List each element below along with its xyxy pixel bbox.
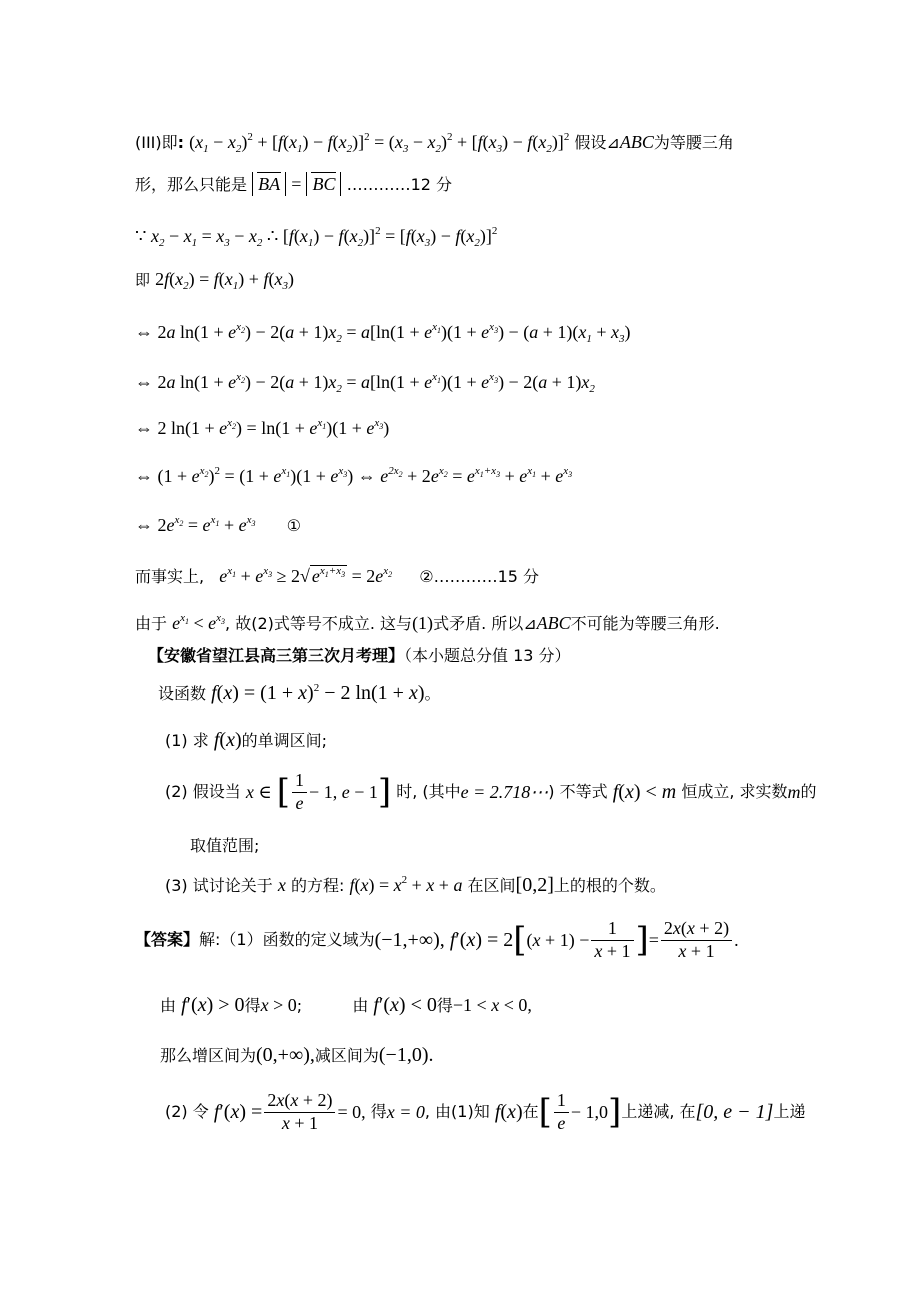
by-2: 由	[352, 996, 369, 1015]
sec3-equation: $(x_1 - x_2)^2 + [f(x_1) - f(x_2)]^2 = (x_3 - x_2)^2 + [f(x_3) - f(x_2)]^2$	[189, 131, 570, 155]
answer-line-4: (2) 令 f′(x) = $\frac{2x(x + 2)}{x + 1}$ = 0, 得x = 0, 由(1)知 f(x)在[ $\frac{1}{e}$ − 1,0]上递减, 在[0, e − 1]上递	[165, 1090, 806, 1133]
since-label: 由于	[135, 614, 168, 633]
q2-m: m	[787, 782, 801, 803]
answer-jie: 解:（1）函数的定义域为	[199, 930, 375, 950]
answer-line-3	[160, 1045, 434, 1065]
fact-label: 而事实上,	[135, 567, 205, 586]
step-5: ⇔ $2e^{x_2} = e^{x_1} + e^{x_3}$ ①	[135, 514, 301, 535]
question-3: (3) 试讨论关于 x 的方程: $f(x) = x^2 + x + a$ 在区间[0,2]上的根的个数。	[165, 874, 666, 896]
q1-label: (1) 求	[165, 731, 209, 750]
inc-interval: (0,+∞),	[256, 1044, 315, 1066]
since-tail: , 故(2)式等号不成立. 这与	[225, 614, 413, 633]
q3-mid: 的方程:	[290, 876, 345, 895]
because-line: ∵ $x_2 - x_1 = x_3 - x_2$ ∴ $[f(x_1) - f(x_2)]^2 = [f(x_3) - f(x_2)]^2$	[135, 225, 498, 249]
answer-label: 【答案】	[135, 930, 200, 950]
ji-line: 即 $2f(x_2) = f(x_1) + f(x_3)$	[135, 269, 294, 292]
sec3-tail2: 为等腰三角	[653, 133, 734, 152]
function-def: 设函数 $f(x) = (1 + x)^2 - 2$ ln(1 + x)。	[158, 682, 441, 704]
answer-line-2: 由 f′(x) > 0得x > 0; 由 f′(x) < 0得−1 < x < 0,	[160, 994, 532, 1016]
step-3: ⇔ 2 $\ln(1 + e^{x_2}) = \ln(1 + e^{x_1})(1 + e^{x_3})$	[135, 417, 390, 438]
question-2-line2	[190, 838, 259, 854]
step-1: ⇔ 2a $\ln(1 + e^{x_2}) - 2(a + 1)x_2 = a[\ln(1 + e^{x_1})(1 + e^{x_3}) - (a + 1)(x_1 + x_3)$	[135, 321, 631, 345]
conclusion: 不可能为等腰三角形.	[570, 614, 720, 633]
problem-source-line	[148, 648, 571, 664]
step-2: ⇔ 2a $\ln(1 + e^{x_2}) - 2(a + 1)x_2 = a[\ln(1 + e^{x_1})(1 + e^{x_3}) - 2(a + 1)x_2$	[135, 371, 595, 395]
q1-tail: 的单调区间;	[241, 731, 328, 750]
domain: (−1,+∞),	[374, 929, 445, 952]
sec3-line2: 形，那么只能是 BA = BC …………12 分	[135, 174, 453, 194]
q2-const: e = 2.718⋯	[460, 782, 549, 803]
p2-x0: x = 0	[386, 1102, 425, 1123]
sec3-ji: 即	[161, 133, 178, 152]
q2-when: 时, (其中	[396, 782, 461, 802]
problem-score: （本小题总分值 13 分）	[404, 646, 571, 665]
intro: 设函数	[158, 684, 207, 703]
p2-inc: 上递	[773, 1102, 806, 1122]
by-tail-1: 得	[244, 996, 261, 1015]
dec-interval: (−1,0).	[378, 1044, 434, 1066]
dec-text: 减区间为	[314, 1046, 379, 1065]
q3-tail: 在区间	[467, 876, 516, 895]
p2-label: (2) 令	[165, 1102, 209, 1122]
vector-ba-abs	[252, 172, 286, 196]
semicolon: ;	[296, 996, 303, 1015]
fact-line: 而事实上, $e^{x_1} + e^{x_3} \ge 2√$ $e^{x_1+x_3} = 2e^{x_2}$ ②…………15 分	[135, 565, 540, 586]
ref-one: (1)	[412, 613, 434, 633]
answer-line-1: 【答案】解:（1）函数的定义域为(−1,+∞), f′(x) = 2[(x + 1) − $\frac{1}{x + 1}$ ]= $\frac{2x(x + 2)}{x + 1}$ .	[135, 918, 739, 961]
sec3-line1: (III)即: $(x_1 - x_2)^2 + [f(x_1) - f(x_2)]^2 = (x_3 - x_2)^2 + [f(x_3) - f(x_2)]^2$ 假设⊿ABC为等腰三角	[135, 131, 734, 155]
contradiction: 式矛盾. 所以⊿	[433, 614, 537, 633]
p2-dec: 上递减, 在	[621, 1102, 696, 1122]
vector-ba: BA	[255, 175, 283, 193]
problem-source: 【安徽省望江县高三第三次月考理】	[148, 646, 405, 665]
sec3-line2-start: 形，那么只能是	[135, 175, 248, 194]
q2-label: (2) 假设当	[165, 782, 241, 802]
score-12: …………12 分	[346, 175, 453, 194]
circle-1: ①	[286, 516, 301, 535]
circle-2: ②	[419, 567, 434, 586]
period: 。	[424, 684, 441, 703]
sec3-label: (III)	[135, 133, 162, 152]
sec3-tail: 假设⊿	[574, 133, 620, 152]
by-tail-2: 得	[436, 996, 453, 1015]
step-4: ⇔ $(1 + e^{x_2})^2 = (1 + e^{x_1})(1 + e^{x_3})$ ⇔ $e^{2x_2} + 2e^{x_2} = e^{x_1+x_3} + e^{x_1} + e^{x_3}$	[135, 465, 573, 486]
p2-mid: 得	[370, 1102, 387, 1122]
q2-tail: 恒成立, 求实数	[681, 782, 788, 802]
p2-on: 在	[522, 1102, 539, 1122]
question-2: (2) 假设当 x ∈ [ $\frac{1}{e}$ − 1, e − 1] 时, (其中e = 2.718⋯) 不等式 f(x) < m 恒成立, 求实数m的	[165, 770, 817, 813]
q3-label: (3) 试讨论关于	[165, 876, 273, 895]
q2-line2: 取值范围;	[190, 836, 260, 855]
abc-2: ABC	[536, 613, 571, 633]
q2-mid: ) 不等式	[548, 782, 608, 802]
q3-end: 上的根的个数。	[553, 876, 666, 895]
by-1: 由	[160, 996, 177, 1015]
p2-interval: [0, e − 1]	[695, 1101, 774, 1124]
q2-end: 的	[800, 782, 817, 802]
vector-bc-abs	[306, 172, 341, 196]
sec3-abc: ABC	[619, 132, 654, 152]
since-line: 由于 $e^{x_1} < e^{x_3}$, 故(2)式等号不成立. 这与(1)式矛盾. 所以⊿ABC不可能为等腰三角形.	[135, 612, 720, 633]
score-15: …………15 分	[433, 567, 540, 586]
vector-bc: BC	[309, 175, 338, 193]
p2-by1: , 由(1)知	[424, 1102, 490, 1122]
question-1: (1) 求 f(x)的单调区间;	[165, 729, 328, 751]
ji2: 即	[135, 271, 151, 289]
inc-text: 那么增区间为	[160, 1046, 257, 1065]
